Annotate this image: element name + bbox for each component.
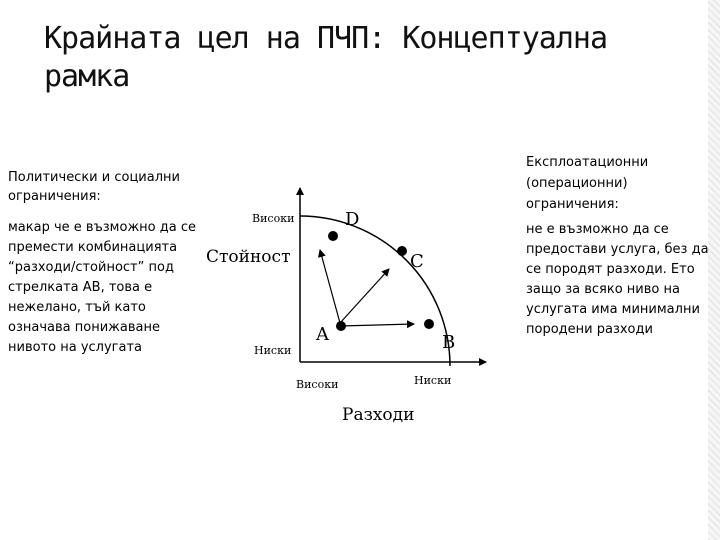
arrow-a-to-b <box>340 324 414 326</box>
point-a-label: A <box>316 324 329 345</box>
point-b <box>424 319 434 329</box>
left-body-text: макар че е възможно да се премести комбинацията “разходи/стойност” под стрелката АВ, това е нежелано, тъй като означава понижаване нивото на услугата <box>8 220 196 355</box>
arrow-a-to-c <box>340 269 389 323</box>
point-d-label: D <box>345 209 360 230</box>
right-heading: Експлоатационни (операционни) ограничения: <box>526 155 649 212</box>
conceptual-diagram <box>196 170 496 432</box>
y-high-label: Високи <box>252 212 295 225</box>
point-a <box>336 321 346 331</box>
point-d <box>328 231 338 241</box>
x-high-label: Високи <box>296 378 339 391</box>
point-c-label: C <box>410 251 424 272</box>
slide-title: Крайната цел на ПЧП: Концептуална рамка <box>44 21 608 94</box>
left-heading: Политически и социални ограничения: <box>8 170 180 204</box>
point-b-label: B <box>442 332 456 353</box>
x-axis-label: Разходи <box>342 405 415 425</box>
right-body-text: не е възможно да се предостави услуга, без да се породят разходи. Ето защо за всяко ниво на услугата има минимални породени разходи <box>526 222 709 337</box>
point-c <box>397 246 407 256</box>
y-low-label: Ниски <box>254 344 292 357</box>
y-axis-label: Стойност <box>206 247 291 267</box>
x-low-label: Ниски <box>414 374 452 387</box>
arrow-a-to-d <box>320 250 340 323</box>
